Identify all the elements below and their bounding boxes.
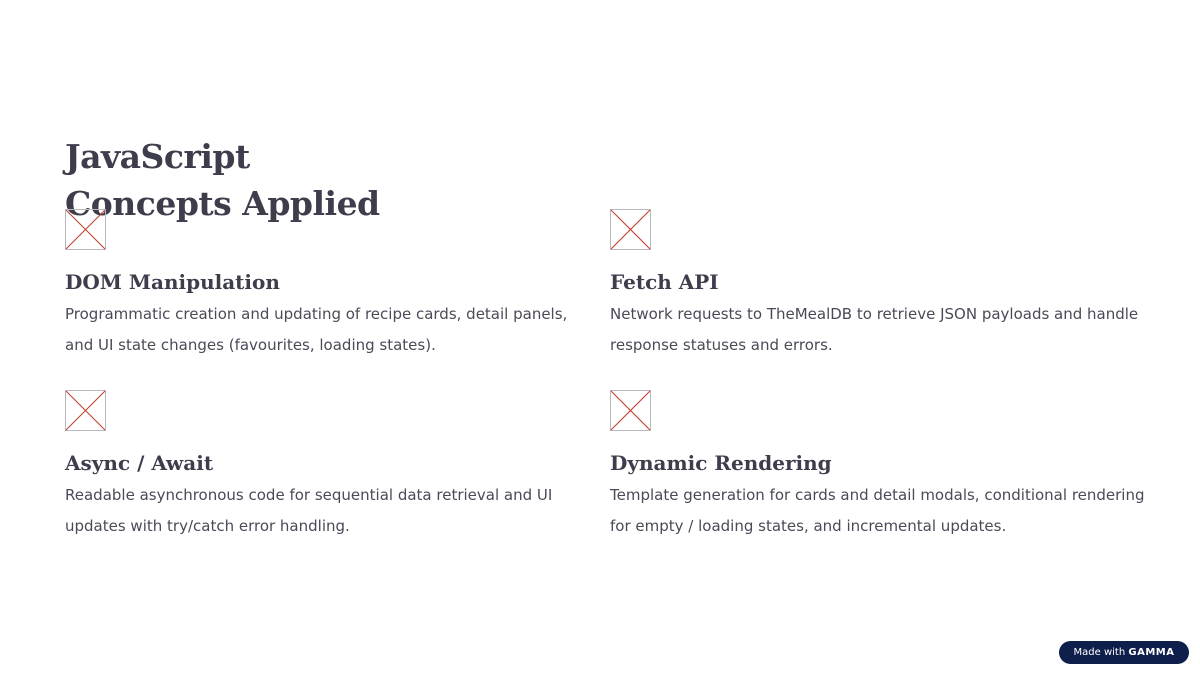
concept-card-fetch-api: [610, 209, 1140, 354]
made-with-gamma-badge[interactable]: [1059, 641, 1189, 664]
concept-card-dom-manipulation: [65, 209, 595, 354]
card-heading: Async / Await: [65, 451, 214, 475]
concept-card-async-await: [65, 390, 595, 535]
card-heading: DOM Manipulation: [65, 270, 280, 294]
broken-image-icon: [65, 390, 106, 431]
card-description: Programmatic creation and updating of recipe cards, detail panels, and UI state changes (favourites, loading states).: [65, 305, 568, 354]
gamma-logo-text: GAMMA: [1128, 647, 1175, 658]
card-description: Template generation for cards and detail modals, conditional rendering for empty / loading states, and incremental updates.: [610, 486, 1145, 535]
slide-title: JavaScript Concepts Applied: [65, 137, 380, 223]
broken-image-icon: [610, 209, 651, 250]
card-heading: Dynamic Rendering: [610, 451, 832, 475]
concept-card-dynamic-rendering: [610, 390, 1145, 535]
card-description: Readable asynchronous code for sequential data retrieval and UI updates with try/catch error handling.: [65, 486, 553, 535]
card-heading: Fetch API: [610, 270, 719, 294]
broken-image-icon: [610, 390, 651, 431]
badge-prefix: Made with: [1073, 647, 1126, 658]
card-description: Network requests to TheMealDB to retrieve JSON payloads and handle response statuses and errors.: [610, 305, 1139, 354]
broken-image-icon: [65, 209, 106, 250]
